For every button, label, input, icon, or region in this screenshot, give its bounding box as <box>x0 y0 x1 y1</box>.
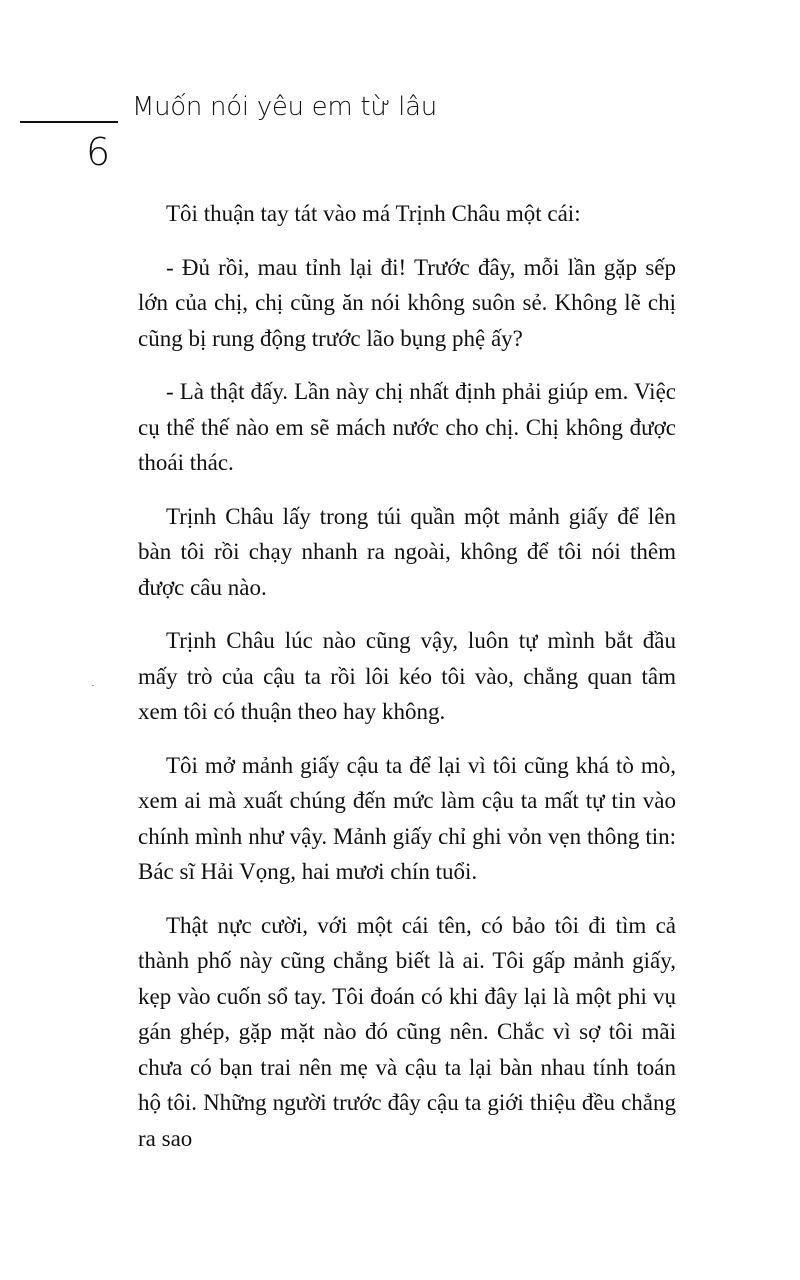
page-number: 6 <box>86 130 111 174</box>
book-title: Muốn nói yêu em từ lâu <box>132 92 437 122</box>
paragraph: Thật nực cười, với một cái tên, có bảo tôi đi tìm cả thành phố này cũng chẳng biết là ai. Tôi gấp mảnh giấy, kẹp vào cuốn sổ tay. Tôi đoán có khi đây lại là một phi vụ gán ghép, gặp mặt nào đó cũng nên. Chắc vì sợ tôi mãi chưa có bạn trai nên mẹ và cậu ta lại bàn nhau tính toán hộ tôi. Những người trước đây cậu ta giới thiệu đều chẳng ra sao <box>138 912 676 1151</box>
paragraph: Trịnh Châu lấy trong túi quần một mảnh giấy để lên bàn tôi rồi chạy nhanh ra ngoài, không để tôi nói thêm được câu nào. <box>138 503 676 600</box>
paragraph: - Là thật đấy. Lần này chị nhất định phải giúp em. Việc cụ thể thế nào em sẽ mách nước cho chị. Chị không được thoái thác. <box>138 379 676 475</box>
body-text <box>138 196 676 1174</box>
header-rule <box>20 121 118 123</box>
paragraph: Tôi thuận tay tát vào má Trịnh Châu một cái: <box>166 201 581 226</box>
scan-speck <box>92 685 94 686</box>
paragraph: Trịnh Châu lúc nào cũng vậy, luôn tự mình bắt đầu mấy trò của cậu ta rồi lôi kéo tôi vào, chẳng quan tâm xem tôi có thuận theo hay không. <box>138 628 676 724</box>
paragraph: Tôi mở mảnh giấy cậu ta để lại vì tôi cũng khá tò mò, xem ai mà xuất chúng đến mức làm cậu ta mất tự tin vào chính mình như vậy. Mảnh giấy chỉ ghi vỏn vẹn thông tin: Bác sĩ Hải Vọng, hai mươi chín tuổi. <box>138 752 676 884</box>
paragraph: - Đủ rồi, mau tỉnh lại đi! Trước đây, mỗi lần gặp sếp lớn của chị, chị cũng ăn nói không suôn sẻ. Không lẽ chị cũng bị rung động trước lão bụng phệ ấy? <box>138 254 676 351</box>
